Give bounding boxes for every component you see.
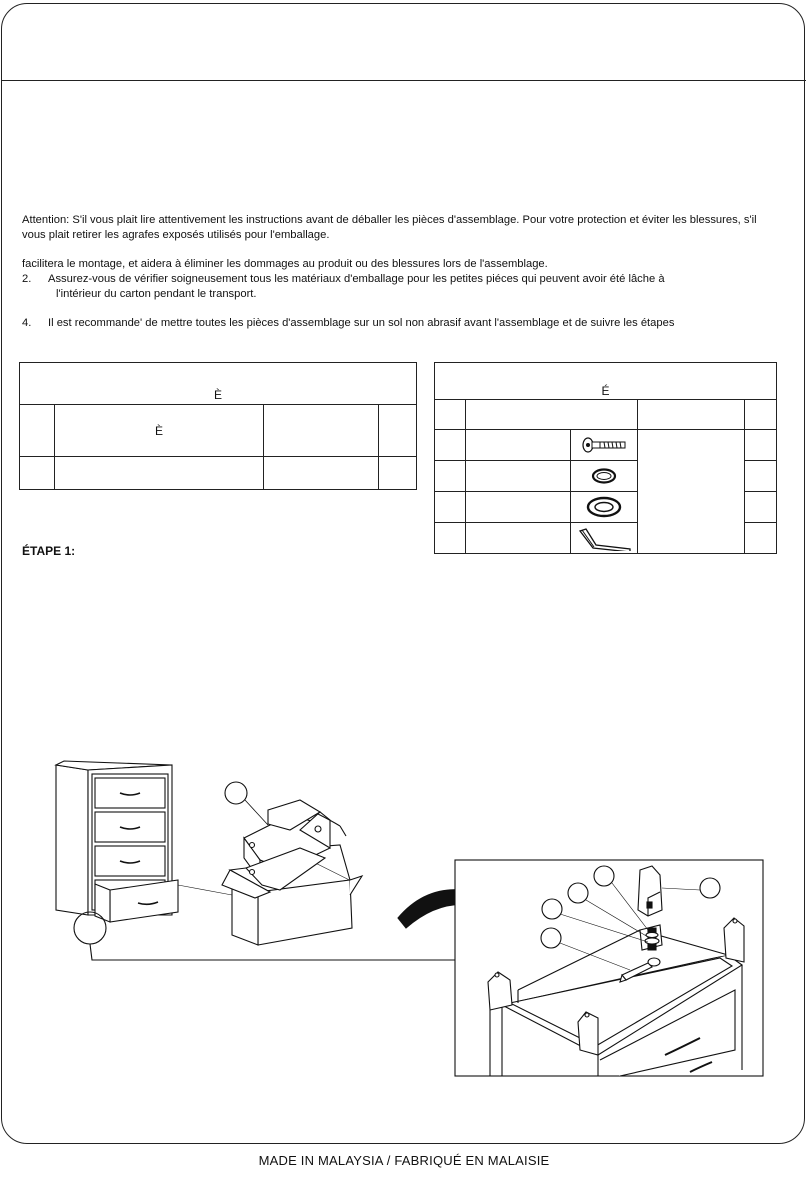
parts-table-title-text: È [213, 388, 222, 402]
notice-item-2-line-1: Assurez-vous de vérifier soigneusement tous les matériaux d'emballage pour les petites piéces qui peuvent avoir été lâche à [48, 273, 665, 285]
notice-item-2-line-2: l'intérieur du carton pendant le transport. [56, 288, 257, 300]
leg-installation-detail [455, 860, 763, 1076]
notice-item-4-number: 4. [22, 317, 32, 329]
notice-item-4: Il est recommande' de mettre toutes les pièces d'assemblage sur un sol non abrasif avant l'assemblage et de suivre les étapes [48, 317, 675, 329]
footer-made-in: MADE IN MALAYSIA / FABRIQUÉ EN MALAISIE [258, 1153, 550, 1168]
parts-table-header-text: È [154, 423, 163, 438]
attention-notice: Attention: S'il vous plait lire attentivement les instructions avant de déballer les pièces d'assemblage. Pour votre protection et éviter les blessures, s'il vous plait retirer les agrafes exposés utilisés pour l'emballage. [22, 214, 757, 241]
open-box-icon [222, 782, 362, 945]
notice-facilitate: facilitera le montage, et aidera à éliminer les dommages au produit ou des blessures lors de l'assemblage. [22, 258, 548, 270]
step-1-label: ÉTAPE 1: [22, 544, 76, 558]
notice-item-2-number: 2. [22, 273, 32, 285]
hardware-table-title-text: É [601, 384, 610, 398]
